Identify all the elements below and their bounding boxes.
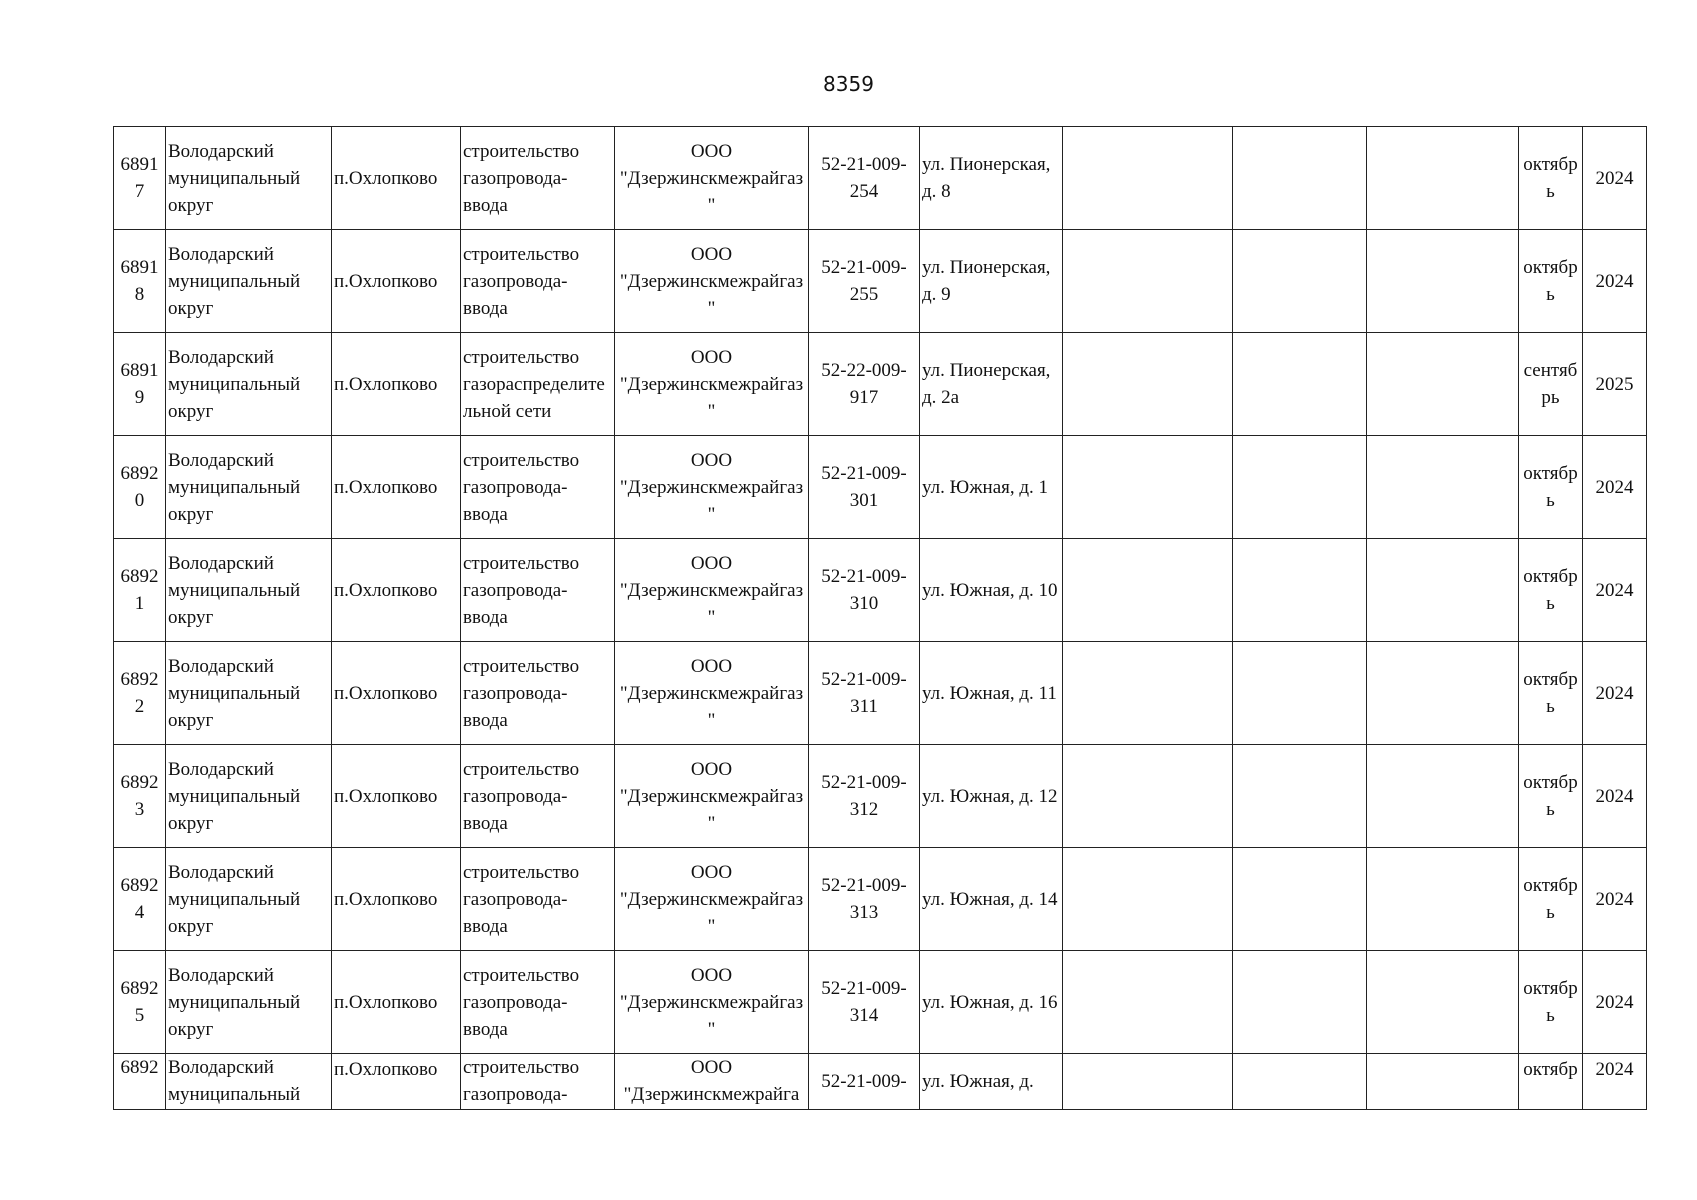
locality-cell: п.Охлопково — [332, 230, 461, 333]
work-type-cell: строительство газопровода-ввода — [461, 436, 615, 539]
locality-cell: п.Охлопково — [332, 1054, 461, 1110]
empty-cell — [1367, 1054, 1519, 1110]
month-cell: октябрь — [1519, 848, 1583, 951]
object-code-cell: 52-21-009-254 — [809, 127, 920, 230]
organization-cell: ООО "Дзержинскмежрайгаз" — [615, 745, 809, 848]
empty-cell — [1063, 333, 1233, 436]
table-body — [114, 127, 1647, 1110]
empty-cell — [1367, 230, 1519, 333]
table-row — [114, 642, 1647, 745]
row-number-cell: 68925 — [114, 951, 166, 1054]
row-number-cell: 6892 — [114, 1054, 166, 1110]
row-number-cell: 68919 — [114, 333, 166, 436]
row-number-cell: 68921 — [114, 539, 166, 642]
table-row — [114, 539, 1647, 642]
object-code-cell: 52-21-009- — [809, 1054, 920, 1110]
table-row — [114, 951, 1647, 1054]
locality-cell: п.Охлопково — [332, 436, 461, 539]
district-cell: Володарский муниципальный округ — [166, 230, 332, 333]
address-cell: ул. Южная, д. — [920, 1054, 1063, 1110]
address-cell: ул. Южная, д. 14 — [920, 848, 1063, 951]
address-cell: ул. Пионерская, д. 2а — [920, 333, 1063, 436]
work-type-cell: строительство газопровода-ввода — [461, 951, 615, 1054]
work-type-cell: строительство газопровода-ввода — [461, 127, 615, 230]
month-cell: сентябрь — [1519, 333, 1583, 436]
year-cell: 2024 — [1583, 127, 1647, 230]
month-cell: октябрь — [1519, 230, 1583, 333]
table-row-partial — [114, 1054, 1647, 1110]
year-cell: 2024 — [1583, 848, 1647, 951]
month-cell: октябрь — [1519, 127, 1583, 230]
object-code-cell: 52-22-009-917 — [809, 333, 920, 436]
table-row — [114, 127, 1647, 230]
organization-cell: ООО "Дзержинскмежрайгаз" — [615, 848, 809, 951]
district-cell: Володарский муниципальный округ — [166, 436, 332, 539]
organization-cell: ООО "Дзержинскмежрайгаз" — [615, 127, 809, 230]
row-number-cell: 68924 — [114, 848, 166, 951]
empty-cell — [1063, 230, 1233, 333]
organization-cell: ООО "Дзержинскмежрайгаз" — [615, 230, 809, 333]
district-cell: Володарский муниципальный округ — [166, 642, 332, 745]
row-number-cell: 68922 — [114, 642, 166, 745]
month-cell: октябрь — [1519, 642, 1583, 745]
address-cell: ул. Южная, д. 16 — [920, 951, 1063, 1054]
empty-cell — [1233, 436, 1367, 539]
year-cell: 2024 — [1583, 230, 1647, 333]
empty-cell — [1063, 745, 1233, 848]
row-number-cell: 68920 — [114, 436, 166, 539]
organization-cell: ООО "Дзержинскмежрайга — [615, 1054, 809, 1110]
empty-cell — [1367, 951, 1519, 1054]
object-code-cell: 52-21-009-312 — [809, 745, 920, 848]
object-code-cell: 52-21-009-310 — [809, 539, 920, 642]
table-row — [114, 848, 1647, 951]
month-cell: октябрь — [1519, 436, 1583, 539]
table-row — [114, 230, 1647, 333]
row-number-cell: 68917 — [114, 127, 166, 230]
month-cell: октябрь — [1519, 951, 1583, 1054]
locality-cell: п.Охлопково — [332, 848, 461, 951]
empty-cell — [1063, 436, 1233, 539]
empty-cell — [1063, 1054, 1233, 1110]
locality-cell: п.Охлопково — [332, 127, 461, 230]
year-cell: 2024 — [1583, 436, 1647, 539]
organization-cell: ООО "Дзержинскмежрайгаз" — [615, 539, 809, 642]
work-type-cell: строительство газопровода-ввода — [461, 539, 615, 642]
month-cell: октябрь — [1519, 745, 1583, 848]
address-cell: ул. Южная, д. 12 — [920, 745, 1063, 848]
address-cell: ул. Пионерская, д. 8 — [920, 127, 1063, 230]
empty-cell — [1063, 539, 1233, 642]
month-cell: октябр — [1519, 1054, 1583, 1110]
empty-cell — [1233, 333, 1367, 436]
work-type-cell: строительство газопровода- — [461, 1054, 615, 1110]
empty-cell — [1367, 436, 1519, 539]
work-type-cell: строительство газораспределительной сети — [461, 333, 615, 436]
address-cell: ул. Южная, д. 1 — [920, 436, 1063, 539]
table-row — [114, 745, 1647, 848]
empty-cell — [1233, 127, 1367, 230]
empty-cell — [1063, 848, 1233, 951]
district-cell: Володарский муниципальный округ — [166, 539, 332, 642]
empty-cell — [1063, 642, 1233, 745]
empty-cell — [1233, 230, 1367, 333]
address-cell: ул. Южная, д. 11 — [920, 642, 1063, 745]
empty-cell — [1233, 745, 1367, 848]
year-cell: 2025 — [1583, 333, 1647, 436]
object-code-cell: 52-21-009-255 — [809, 230, 920, 333]
locality-cell: п.Охлопково — [332, 333, 461, 436]
year-cell: 2024 — [1583, 1054, 1647, 1110]
empty-cell — [1063, 127, 1233, 230]
empty-cell — [1367, 333, 1519, 436]
locality-cell: п.Охлопково — [332, 642, 461, 745]
empty-cell — [1233, 1054, 1367, 1110]
organization-cell: ООО "Дзержинскмежрайгаз" — [615, 951, 809, 1054]
empty-cell — [1367, 642, 1519, 745]
year-cell: 2024 — [1583, 951, 1647, 1054]
district-cell: Володарский муниципальный округ — [166, 951, 332, 1054]
empty-cell — [1233, 848, 1367, 951]
table-row — [114, 333, 1647, 436]
empty-cell — [1233, 951, 1367, 1054]
object-code-cell: 52-21-009-314 — [809, 951, 920, 1054]
empty-cell — [1367, 848, 1519, 951]
empty-cell — [1367, 127, 1519, 230]
empty-cell — [1367, 745, 1519, 848]
locality-cell: п.Охлопково — [332, 745, 461, 848]
empty-cell — [1063, 951, 1233, 1054]
organization-cell: ООО "Дзержинскмежрайгаз" — [615, 642, 809, 745]
object-code-cell: 52-21-009-311 — [809, 642, 920, 745]
page-number: 8359 — [823, 72, 874, 96]
object-code-cell: 52-21-009-313 — [809, 848, 920, 951]
district-cell: Володарский муниципальный — [166, 1054, 332, 1110]
year-cell: 2024 — [1583, 745, 1647, 848]
address-cell: ул. Пионерская, д. 9 — [920, 230, 1063, 333]
year-cell: 2024 — [1583, 642, 1647, 745]
row-number-cell: 68918 — [114, 230, 166, 333]
object-code-cell: 52-21-009-301 — [809, 436, 920, 539]
district-cell: Володарский муниципальный округ — [166, 333, 332, 436]
empty-cell — [1233, 642, 1367, 745]
district-cell: Володарский муниципальный округ — [166, 848, 332, 951]
month-cell: октябрь — [1519, 539, 1583, 642]
organization-cell: ООО "Дзержинскмежрайгаз" — [615, 333, 809, 436]
document-table — [113, 126, 1647, 1110]
year-cell: 2024 — [1583, 539, 1647, 642]
district-cell: Володарский муниципальный округ — [166, 127, 332, 230]
locality-cell: п.Охлопково — [332, 539, 461, 642]
work-type-cell: строительство газопровода-ввода — [461, 745, 615, 848]
empty-cell — [1367, 539, 1519, 642]
organization-cell: ООО "Дзержинскмежрайгаз" — [615, 436, 809, 539]
empty-cell — [1233, 539, 1367, 642]
table-row — [114, 436, 1647, 539]
work-type-cell: строительство газопровода-ввода — [461, 848, 615, 951]
address-cell: ул. Южная, д. 10 — [920, 539, 1063, 642]
locality-cell: п.Охлопково — [332, 951, 461, 1054]
work-type-cell: строительство газопровода-ввода — [461, 230, 615, 333]
work-type-cell: строительство газопровода-ввода — [461, 642, 615, 745]
district-cell: Володарский муниципальный округ — [166, 745, 332, 848]
row-number-cell: 68923 — [114, 745, 166, 848]
